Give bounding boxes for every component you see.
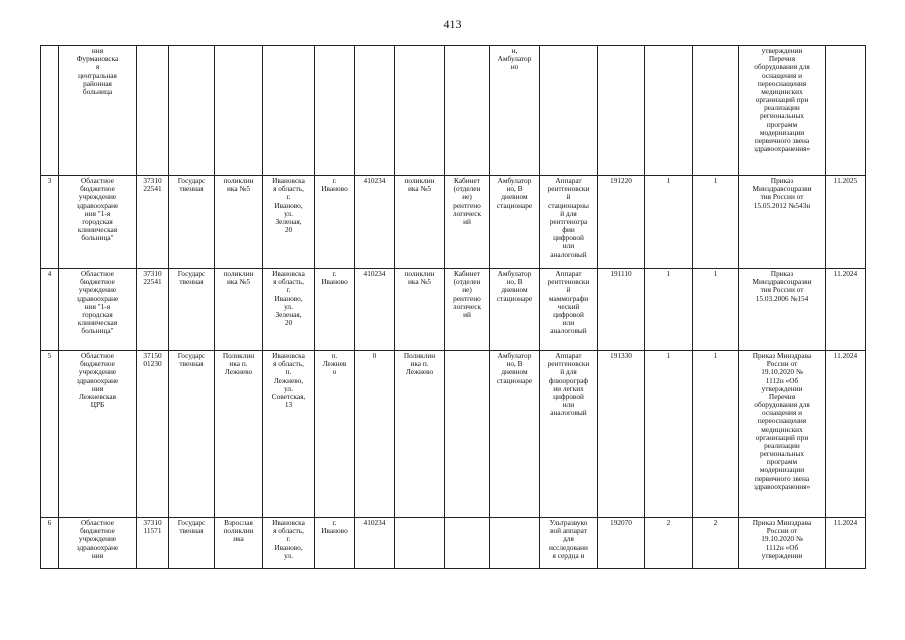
cell-address: Ивановска я область, г. Иваново, ул. Зеленая, 20 (263, 269, 315, 351)
cell-care-conditions (490, 518, 540, 569)
cell-oktmo: 410234 (355, 518, 395, 569)
cell-quantity-b: 2 (693, 518, 739, 569)
cell-equipment-code: 191330 (598, 351, 645, 518)
cell-equipment-code: 191110 (598, 269, 645, 351)
cell-ownership: Государс твенная (169, 176, 215, 269)
cell-equipment: Аппарат рентгеновски й маммографи ческий цифровой или аналоговый (540, 269, 598, 351)
cell-date: 11.2024 (826, 351, 866, 518)
cell-quantity-a: 1 (645, 176, 693, 269)
cell-unit: поликлин ика №5 (395, 269, 445, 351)
cell-equipment-code: 192070 (598, 518, 645, 569)
cell-department (445, 46, 490, 176)
cell-city (315, 46, 355, 176)
cell-ownership (169, 46, 215, 176)
cell-oktmo: 0 (355, 351, 395, 518)
cell-equipment-code: 191220 (598, 176, 645, 269)
cell-unit (395, 46, 445, 176)
cell-oktmo: 410234 (355, 269, 395, 351)
cell-code: 37150 01230 (137, 351, 169, 518)
cell-division: поликлин ика №5 (215, 269, 263, 351)
cell-regulation: Приказ Минздрава России от 19.10.2020 № 1112н «Об утверждении Перечня оборудования для оснащения и переоснащения медицинских организаций при реализации региональных программ модернизации первичного звена здравоохранения» (739, 351, 826, 518)
cell-department (445, 351, 490, 518)
cell-city: г. Иваново (315, 518, 355, 569)
cell-department: Кабинет (отделен ие) рентгено логическ ий (445, 176, 490, 269)
cell-ownership: Государс твенная (169, 269, 215, 351)
cell-quantity-a: 1 (645, 351, 693, 518)
cell-ownership: Государс твенная (169, 518, 215, 569)
table-row (41, 46, 866, 176)
cell-code (137, 46, 169, 176)
cell-division (215, 46, 263, 176)
cell-address: Ивановска я область, п. Лежнево, ул. Советская, 13 (263, 351, 315, 518)
table-row (41, 176, 866, 269)
cell-code: 37310 22541 (137, 269, 169, 351)
cell-index: 3 (41, 176, 59, 269)
cell-quantity-a (645, 46, 693, 176)
cell-index (41, 46, 59, 176)
cell-equipment (540, 46, 598, 176)
cell-index: 6 (41, 518, 59, 569)
cell-address: Ивановска я область, г. Иваново, ул. Зеленая, 20 (263, 176, 315, 269)
equipment-table (40, 45, 866, 569)
cell-date: 11.2025 (826, 176, 866, 269)
cell-date (826, 46, 866, 176)
table-row (41, 518, 866, 569)
page-number: 413 (443, 17, 462, 31)
table-row (41, 351, 866, 518)
cell-quantity-a: 1 (645, 269, 693, 351)
cell-department: Кабинет (отделен ие) рентгено логическ ий (445, 269, 490, 351)
cell-care-conditions: Амбулатор но, В дневном стационаре (490, 176, 540, 269)
cell-date: 11.2024 (826, 518, 866, 569)
cell-division: Поликлин ика п. Лежнево (215, 351, 263, 518)
cell-regulation: Приказ Минздравсоцразви тия России от 15.05.2012 №543н (739, 176, 826, 269)
cell-address (263, 46, 315, 176)
cell-division: поликлин ика №5 (215, 176, 263, 269)
cell-division: Взрослая поликлин ика (215, 518, 263, 569)
cell-regulation: Приказ Минздравсоцразви тия России от 15.03.2006 №154 (739, 269, 826, 351)
cell-unit (395, 518, 445, 569)
cell-organization: Областное бюджетное учреждение здравоохране ния "1-я городская клиническая больница" (59, 269, 137, 351)
cell-equipment: Ультразвуко вой аппарат для исследовани я сердца и (540, 518, 598, 569)
cell-code: 37310 11571 (137, 518, 169, 569)
cell-oktmo: 410234 (355, 176, 395, 269)
cell-organization: ння Фурмановска я центральная районная больница (59, 46, 137, 176)
cell-city: г. Иваново (315, 269, 355, 351)
cell-organization: Областное бюджетное учреждение здравоохране ния Лежневская ЦРБ (59, 351, 137, 518)
cell-care-conditions: Амбулатор но, В дневном стационаре (490, 351, 540, 518)
cell-regulation: утверждении Перечня оборудования для оснащения и переоснащения медицинских организаций при реализации региональных программ модернизации первичного звена здравоохранения» (739, 46, 826, 176)
cell-city: г. Иваново (315, 176, 355, 269)
cell-index: 5 (41, 351, 59, 518)
cell-care-conditions: и, Амбулатор но (490, 46, 540, 176)
cell-index: 4 (41, 269, 59, 351)
cell-code: 37310 22541 (137, 176, 169, 269)
cell-care-conditions: Амбулатор но, В дневном стационаре (490, 269, 540, 351)
cell-date: 11.2024 (826, 269, 866, 351)
cell-equipment-code (598, 46, 645, 176)
cell-ownership: Государс твенная (169, 351, 215, 518)
cell-quantity-b: 1 (693, 176, 739, 269)
cell-organization: Областное бюджетное учреждение здравоохране ния "1-я городская клиническая больница" (59, 176, 137, 269)
cell-department (445, 518, 490, 569)
cell-city: п. Лежнев о (315, 351, 355, 518)
cell-equipment: Аппарат рентгеновски й для флюорограф ии легких цифровой или аналоговый (540, 351, 598, 518)
cell-unit: Поликлин ика п. Лежнево (395, 351, 445, 518)
cell-quantity-b: 1 (693, 351, 739, 518)
cell-quantity-b: 1 (693, 269, 739, 351)
cell-quantity-a: 2 (645, 518, 693, 569)
cell-regulation: Приказ Минздрава России от 19.10.2020 № 1112н «Об утверждении (739, 518, 826, 569)
cell-address: Ивановска я область, г. Иваново, ул. (263, 518, 315, 569)
cell-organization: Областное бюджетное учреждение здравоохране ния (59, 518, 137, 569)
table-row (41, 269, 866, 351)
cell-quantity-b (693, 46, 739, 176)
cell-unit: поликлин ика №5 (395, 176, 445, 269)
cell-oktmo (355, 46, 395, 176)
cell-equipment: Аппарат рентгеновски й стационарны й для рентгеногра фии цифровой или аналоговый (540, 176, 598, 269)
